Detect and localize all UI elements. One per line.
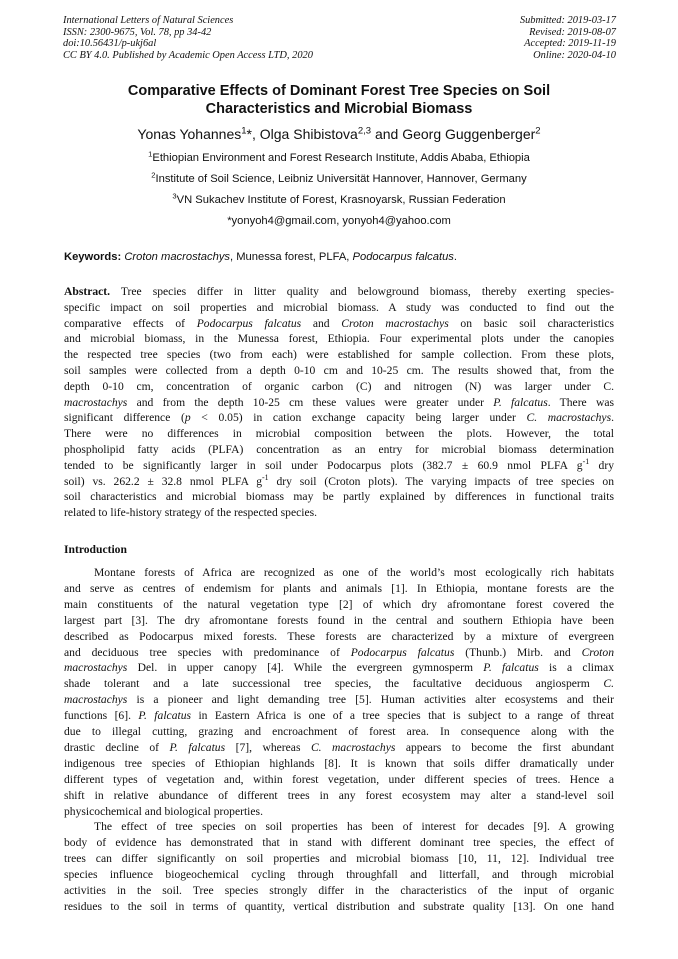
text-run: and (301, 316, 342, 330)
affiliation-text: Ethiopian Environment and Forest Research Institute, Addis Ababa, Ethiopia (152, 152, 530, 164)
abstract-line (64, 474, 614, 490)
species-name: C. (603, 677, 614, 691)
text-run: (Thunb.) Mirb. and (454, 645, 582, 659)
species-name: macrostachys (64, 661, 128, 675)
body-line (64, 692, 614, 708)
species-name: Croton macrostachys (341, 316, 449, 330)
text-run: appears to become the first abundant (395, 740, 615, 754)
text-run: drastic decline of (64, 740, 170, 754)
section-heading-introduction: Introduction (64, 543, 127, 556)
accepted-date: Accepted: 2019-11-19 (524, 38, 616, 50)
body-line: residues to the soil in terms of quantity, vertical distribution and substrate quality [13]. On one hand (64, 899, 614, 913)
species-name: macrostachys (64, 395, 128, 409)
contact-email: *yonyoh4@gmail.com, yonyoh4@yahoo.com (227, 215, 451, 227)
body-line: Montane forests of Africa are recognized as one of the world’s most ecologically rich habitats (94, 566, 614, 579)
keyword: , Munessa forest, PLFA, (230, 251, 353, 263)
author-1: Yonas Yohannes (137, 126, 242, 142)
dates-info (520, 15, 616, 61)
abstract-line: specific impact on soil properties and microbial biomass. A study was conducted to find out the (64, 300, 614, 314)
body-line: body of evidence has demonstrated that in stand with different dominant tree species, the effect of (64, 835, 614, 849)
journal-info (63, 15, 313, 61)
body-line (64, 660, 614, 676)
text-run: in Eastern Africa is one of a tree species that is subject to a range of threat (191, 709, 614, 723)
species-name: Croton (581, 645, 614, 659)
body-line: shift in relative abundance of different trees in any forest ecosystem may alter a stand-level soil (64, 788, 614, 802)
affiliation-mark: 2 (151, 170, 156, 180)
text-run: Tree species differ in litter quality and belowground biomass, thereby exerting species- (110, 285, 614, 298)
body-line: main constituents of the natural vegetation type [2] of which dry afromontane forest covered the (64, 597, 614, 611)
affiliation-mark: 1 (148, 149, 153, 159)
abstract-line: soil characteristics and microbial biomass may be partly explained by differences in functional traits (64, 490, 614, 504)
text-run: dry soil (Croton plots). The varying impacts of tree species on (268, 474, 615, 488)
affiliation-1 (60, 151, 618, 165)
abstract-line (64, 458, 614, 474)
body-line (64, 645, 614, 661)
journal-name: International Letters of Natural Sciences (63, 15, 234, 26)
author-1-affil: 1 (241, 125, 247, 137)
title-line-1: Comparative Effects of Dominant Forest Tree Species on Soil (127, 83, 551, 99)
text-run: . (611, 411, 614, 425)
body-line: different types of vegetation and, within forest vegetation, under different species of trees. Hence a (64, 772, 614, 786)
body-line: and serve as centres of endemism for plants and animals [1]. In Ethiopia, montane forests are the (64, 581, 614, 595)
author-2: Olga Shibistova (259, 126, 358, 142)
text-run: and deciduous tree species with predominance of (64, 645, 351, 659)
text-run: soil) vs. 262.2 ± 32.8 nmol PLFA g (64, 474, 263, 488)
intro-paragraph-1 (64, 565, 614, 820)
title-line-2: Characteristics and Microbial Biomass (205, 101, 473, 117)
online-date: Online: 2020-04-10 (533, 49, 616, 61)
unit-exponent: -1 (582, 456, 590, 466)
text-run: is a climax (538, 661, 614, 675)
abstract-line: There were no differences in microbial composition between the plots. However, the total (64, 427, 614, 441)
body-line: physicochemical and biological properties. (64, 804, 263, 818)
affiliation-text: Institute of Soil Science, Leibniz Universität Hannover, Hannover, Germany (155, 173, 527, 185)
keywords (64, 250, 616, 264)
author-2-affil: 2,3 (357, 125, 372, 137)
species-name: C. macrostachys (526, 411, 612, 425)
abstract-line: related to life-history strategy of the respected species. (64, 506, 318, 520)
keyword: Croton macrostachys (124, 251, 231, 263)
unit-exponent: -1 (262, 472, 269, 482)
text-run: < 0.05) in cation exchange capacity being larger under (190, 411, 527, 425)
abstract-line (64, 284, 614, 300)
text-run: [7], whereas (225, 740, 311, 754)
species-name: C. macrostachys (310, 740, 396, 754)
text-run: and from the depth 10-25 cm these values were greater under (127, 395, 494, 409)
body-line: described as Podocarpus mixed forests. These forests are characterized by a mixture of evergreen (64, 629, 614, 643)
body-line: The effect of tree species on soil properties has been of interest for decades [9]. A growing (94, 820, 614, 833)
license: CC BY 4.0. Published by Academic Open Access LTD, 2020 (63, 49, 313, 61)
abstract-line: and microbial biomass, in the Munessa forest, Ethiopia. Four experimental plots under the canopies (64, 332, 614, 346)
species-name: macrostachys (64, 693, 128, 707)
abstract-label: Abstract. (64, 285, 111, 298)
species-name: P. falcatus (138, 709, 192, 723)
text-run: comparative effects of (64, 316, 197, 330)
body-line: species influence biogeochemical cycling through throughfall and litterfall, and through microbial (64, 867, 614, 881)
author-separator: and (371, 126, 403, 142)
species-name: P. falcatus (169, 740, 226, 754)
keywords-label: Keywords: (64, 251, 122, 263)
author-3: Georg Guggenberger (402, 126, 536, 142)
body-line: trees can differ significantly on soil properties and microbial biomass [10, 11, 12]. Individual tree (64, 851, 614, 865)
text-run: on basic soil characteristics (448, 316, 614, 330)
abstract-line (64, 410, 614, 426)
revised-date: Revised: 2019-08-07 (529, 26, 616, 38)
text-run: Del. in upper canopy [4]. While the evergreen gymnosperm (127, 661, 484, 675)
text-run: is a pioneer and light demanding tree [5]. Human activities alter ecosystems and their (127, 693, 614, 707)
species-name: Podocarpus falcatus (196, 316, 302, 330)
keyword-punct: . (453, 251, 457, 263)
abstract-line: the respected tree species (two from each) were established for sample collection. From these plots, (64, 348, 614, 362)
species-name: P. falcatus (493, 395, 548, 409)
body-line (64, 676, 614, 692)
body-line: due to illegal cutting, grazing and encroachment of forest area. In consequence along with the (64, 725, 614, 739)
abstract-line (64, 395, 614, 411)
author-separator: , (251, 126, 260, 142)
species-name: P. falcatus (483, 661, 539, 675)
text-run: functions [6]. (64, 709, 139, 723)
body-line: activities in the soil. Tree species strongly differ in the characteristics of the input of organic (64, 883, 614, 897)
author-list (60, 125, 618, 143)
body-line (64, 708, 614, 724)
text-run: shade tolerant and a late successional tree species, the facultative deciduous angiosperm (64, 677, 604, 691)
p-value-symbol: p (184, 411, 191, 425)
abstract-line (64, 316, 614, 332)
abstract-line: soil samples were collected from a depth 0-10 cm and 10-25 cm. The results showed that, from the (64, 363, 614, 377)
paper-title (60, 82, 618, 118)
affiliation-3 (60, 193, 618, 207)
abstract-line: phospholipid fatty acids (PLFA) concentration as an entry for microbial biomass determination (64, 442, 614, 456)
body-line: largest part [3]. The dry afromontane forests found in the central and southern Ethiopia have been (64, 613, 614, 627)
issn-volume: ISSN: 2300-9675, Vol. 78, pp 34-42 (63, 26, 212, 38)
text-run: tended to be significantly larger in soil under Podocarpus plots (382.7 ± 60.9 nmol PLFA g (64, 458, 583, 472)
affiliation-mark: 3 (172, 191, 177, 201)
corresponding-mark: * (246, 126, 252, 142)
affiliation-2 (60, 172, 618, 186)
doi: doi:10.56431/p-ukj6al (63, 38, 157, 50)
abstract (64, 284, 614, 521)
author-3-affil: 2 (535, 125, 541, 137)
intro-paragraph-2 (64, 819, 614, 914)
text-run: dry (589, 458, 614, 472)
affiliation-text: VN Sukachev Institute of Forest, Krasnoyarsk, Russian Federation (176, 194, 506, 206)
text-run: significant difference ( (64, 411, 185, 425)
species-name: Podocarpus falcatus (350, 645, 455, 659)
submitted-date: Submitted: 2019-03-17 (519, 15, 616, 26)
keyword: Podocarpus falcatus (352, 251, 454, 263)
body-line: indigenous tree species of Ethiopian highlands [8]. It is known that soils differ dramatically under (64, 756, 614, 770)
abstract-line: depth 0-10 cm, concentration of organic carbon (C) and nitrogen (N) was larger under C. (64, 379, 614, 393)
body-line (64, 740, 614, 756)
text-run: . There was (547, 395, 614, 409)
